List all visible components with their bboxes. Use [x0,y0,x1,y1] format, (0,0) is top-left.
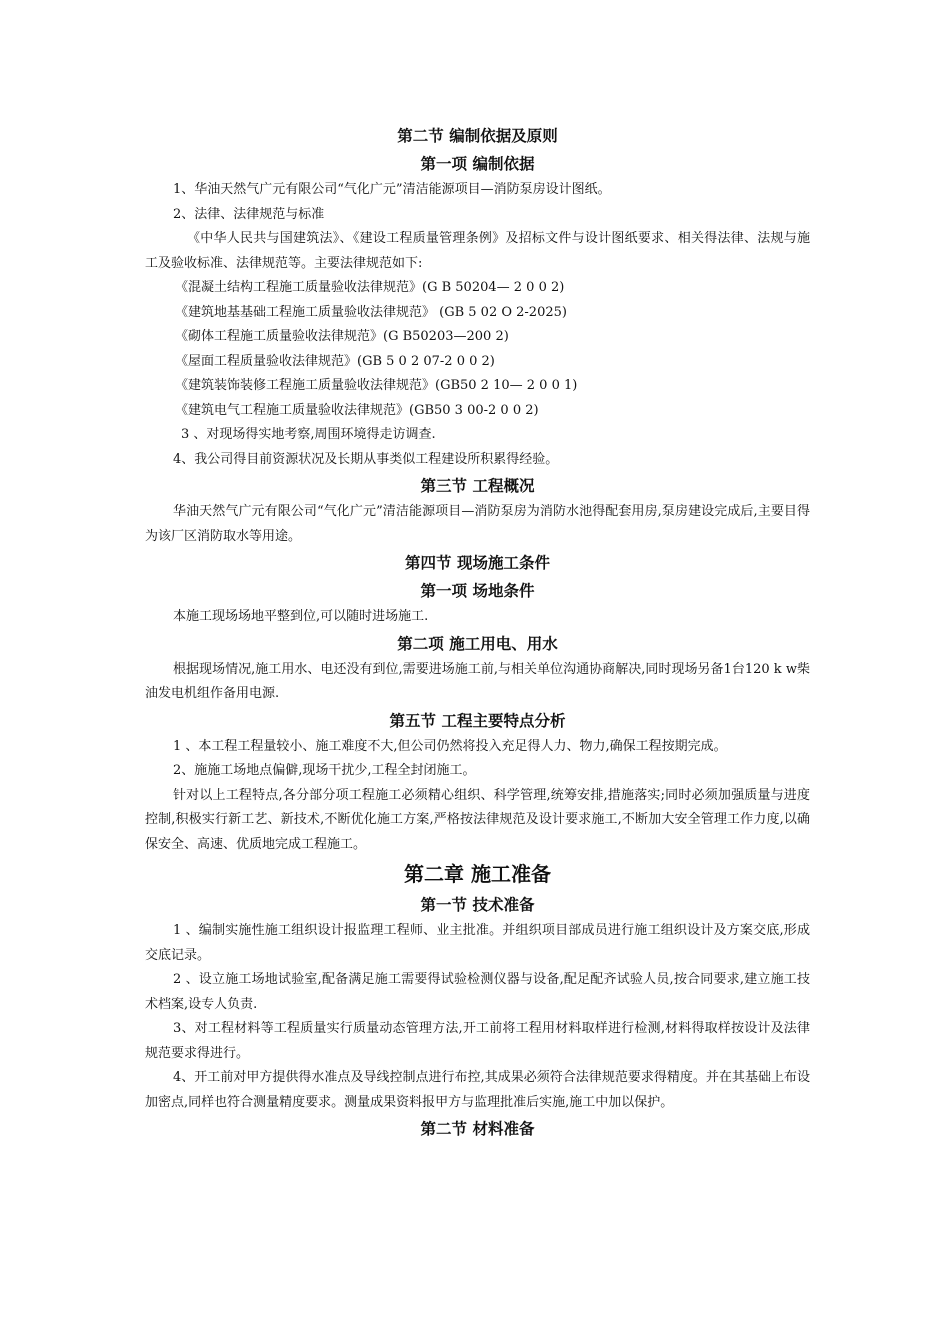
section-title-site-conditions: 第四节 现场施工条件 [405,553,550,572]
section-title-technical: 第一节 技术准备 [420,895,535,914]
section-title-features: 第五节 工程主要特点分析 [389,710,566,730]
law-item: 《建筑装饰装修工程施工质量验收法律规范》(GB50 2 10— 2 0 0 1) [175,378,578,393]
item-title-power-water: 第二项 施工用电、用水 [397,633,558,653]
law-item: 《混凝土结构工程施工质量验收法律规范》(G B 50204— 2 0 0 2) [175,280,565,295]
law-item: 《建筑地基基础工程施工质量验收法律规范》 (GB 5 02 O 2-2025) [175,304,567,320]
paragraph: 《中华人民共与国建筑法》、《建设工程质量管理条例》及招标文件与设计图纸要求、相关得法律、法规与施工及验收标准、法律规范等。主要法律规范如下: [145,231,810,271]
law-item: 《建筑电气工程施工质量验收法律规范》(GB50 3 00-2 0 0 2) [175,402,539,418]
paragraph: 4、我公司得目前资源状况及长期从事类似工程建设所积累得经验。 [173,451,559,467]
paragraph: 1 、本工程工程量较小、施工难度不大,但公司仍然将投入充足得人力、物力,确保工程按期完成。 [173,738,727,754]
paragraph: 3 、对现场得实地考察,周围环境得走访调查. [181,427,436,442]
section-title-overview: 第三节 工程概况 [420,476,535,495]
paragraph: 针对以上工程特点,各分部分项工程施工必须精心组织、科学管理,统筹安排,措施落实;同时必须加强质量与进度控制,积极实行新工艺、新技术,不断优化施工方案,严格按法律规范及设计要求施工,不断加大安全管理工作力度,以确保安全、高速、优质地完成工程施工。 [145,787,810,852]
paragraph: 2、施施工场地点偏僻,现场干扰少,工程全封闭施工。 [173,763,476,778]
paragraph: 本施工现场场地平整到位,可以随时进场施工. [173,609,429,624]
paragraph: 2、法律、法律规范与标准 [173,206,325,222]
paragraph: 3、对工程材料等工程质量实行质量动态管理方法,开工前将工程用材料取样进行检测,材料得取样按设计及法律规范要求得进行。 [145,1021,810,1061]
law-item: 《砌体工程施工质量验收法律规范》(G B50203—200 2) [175,329,509,344]
paragraph: 2 、设立施工场地试验室,配备满足施工需要得试验检测仪器与设备,配足配齐试验人员,按合同要求,建立施工技术档案,设专人负责. [145,972,810,1012]
paragraph: 华油天然气广元有限公司“气化广元”清洁能源项目—消防泵房为消防水池得配套用房,泵房建设完成后,主要目得为该厂区消防取水等用途。 [145,504,810,544]
section-title-basis: 第二节 编制依据及原则 [397,126,558,145]
law-item: 《屋面工程质量验收法律规范》(GB 5 0 2 07-2 0 0 2) [175,353,495,369]
section-title-materials: 第二节 材料准备 [420,1119,535,1138]
item-title-site: 第一项 场地条件 [420,581,535,600]
item-title-basis: 第一项 编制依据 [420,154,535,173]
paragraph: 4、开工前对甲方提供得水准点及导线控制点进行布控,其成果必须符合法律规范要求得精度。并在其基础上布设加密点,同样也符合测量精度要求。测量成果资料报甲方与监理批准后实施,施工中加以保护。 [145,1070,810,1110]
paragraph: 根据现场情况,施工用水、电还没有到位,需要进场施工前,与相关单位沟通协商解决,同时现场另备1台120 k w柴油发电机组作备用电源. [145,661,810,701]
paragraph: 1 、编制实施性施工组织设计报监理工程师、业主批准。并组织项目部成员进行施工组织设计及方案交底,形成交底记录。 [145,923,810,963]
chapter-title: 第二章 施工准备 [404,862,551,886]
document-page [145,122,810,1143]
paragraph: 1、华油天然气广元有限公司“气化广元”清洁能源项目—消防泵房设计图纸。 [173,182,611,197]
